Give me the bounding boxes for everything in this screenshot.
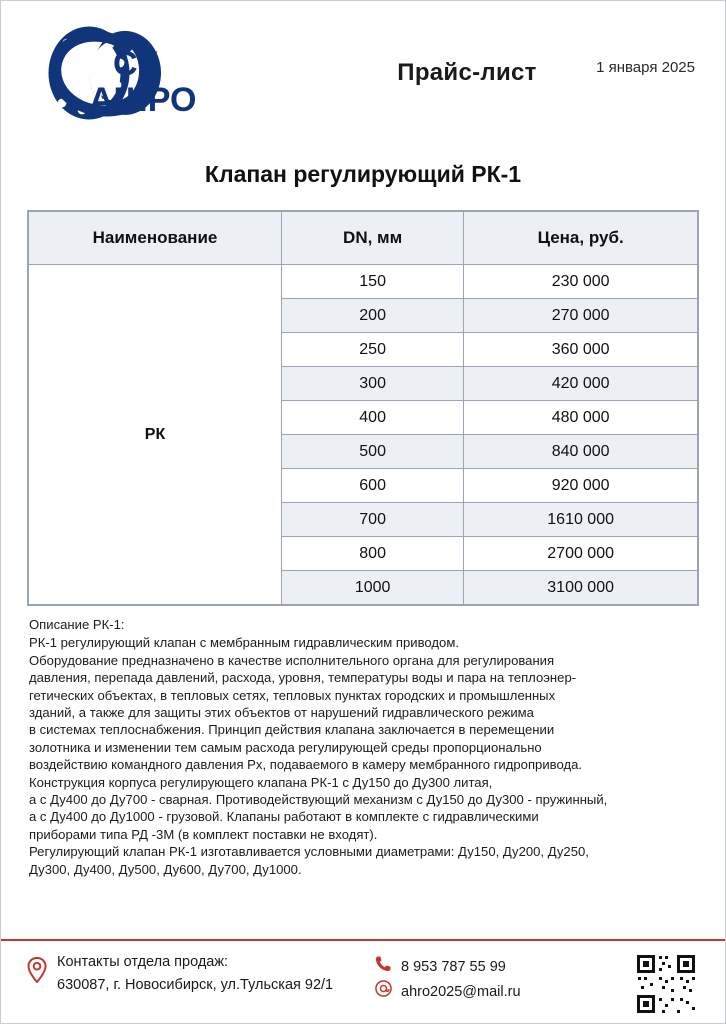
description-line: воздействию командного давления Рх, подаваемого в камеру мембранного гидропривода.	[29, 757, 582, 773]
cell-price: 420 000	[464, 367, 698, 401]
phone-row[interactable]	[375, 955, 635, 980]
cell-price: 3100 000	[464, 571, 698, 605]
location-pin-icon	[27, 957, 47, 988]
cell-dn: 500	[282, 435, 464, 469]
qr-code-icon	[635, 953, 697, 1015]
description-line: Регулирующий клапан РК-1 изготавливается условными диаметрами: Ду150, Ду200, Ду250,	[29, 844, 589, 860]
phone-number: 8 953 787 55 99	[401, 959, 506, 975]
description-line: РК-1 регулирующий клапан с мембранным гидравлическим приводом.	[29, 635, 459, 651]
document-title: Прайс-лист	[397, 59, 537, 86]
price-table-wrapper	[27, 210, 699, 606]
table-row	[29, 265, 698, 299]
address-lines	[57, 951, 333, 997]
contacts-label: Контакты отдела продаж:	[57, 954, 229, 970]
column-header-name: Наименование	[29, 212, 282, 265]
product-title: Клапан регулирующий РК-1	[204, 161, 522, 187]
cell-price: 360 000	[464, 333, 698, 367]
cell-price: 1610 000	[464, 503, 698, 537]
document-header	[1, 1, 725, 119]
company-logo	[27, 23, 237, 123]
table-header-row	[29, 212, 698, 265]
phone-icon	[375, 955, 392, 980]
cell-dn: 150	[282, 265, 464, 299]
email-address: ahro2025@mail.ru	[401, 984, 521, 1000]
svg-text:АШРО: АШРО	[89, 81, 197, 119]
description-line: Оборудование предназначено в качестве исполнительного органа для регулирования	[29, 652, 555, 668]
description-line: давления, перепада давлений, расхода, уровня, температуры воды и пара на теплоэнер-	[29, 670, 577, 686]
email-row[interactable]	[375, 980, 635, 1005]
description-line: золотника и изменении тем самым расхода регулирующей среды пропорционально	[29, 739, 542, 755]
footer-address-block	[27, 951, 375, 997]
svg-text:СК: СК	[113, 45, 159, 83]
description-line: приборами типа РД -3М (в комплект поставки не входят).	[29, 826, 378, 842]
cell-price: 480 000	[464, 401, 698, 435]
cell-dn: 200	[282, 299, 464, 333]
description-line: а с Ду400 до Ду1000 - грузовой. Клапаны работают в комплекте с гидравлическими	[29, 809, 539, 825]
cell-price: 270 000	[464, 299, 698, 333]
cell-dn: 700	[282, 503, 464, 537]
description-line: а с Ду400 до Ду700 - сварная. Противодействующий механизм с Ду150 до Ду300 - пружинный,	[29, 792, 608, 808]
product-name-cell: РК	[29, 265, 282, 605]
cell-dn: 600	[282, 469, 464, 503]
cell-dn: 800	[282, 537, 464, 571]
email-icon	[375, 980, 392, 1005]
title-block	[237, 23, 697, 87]
document-footer	[1, 939, 725, 1023]
column-header-price: Цена, руб.	[464, 212, 698, 265]
cell-price: 2700 000	[464, 537, 698, 571]
description-block	[29, 616, 699, 878]
document-date: 1 января 2025	[596, 59, 695, 76]
price-table	[28, 211, 698, 605]
company-address: 630087, г. Новосибирск, ул.Тульская 92/1	[57, 977, 334, 993]
column-header-dn: DN, мм	[282, 212, 464, 265]
description-line: гетических объектах, в тепловых сетях, тепловых пунктах городских и промышленных	[29, 687, 556, 703]
cell-dn: 400	[282, 401, 464, 435]
cell-price: 230 000	[464, 265, 698, 299]
description-line: зданий, а также для защиты этих объектов от нарушений гидравлического режима	[29, 705, 534, 721]
cell-dn: 300	[282, 367, 464, 401]
cell-price: 840 000	[464, 435, 698, 469]
cell-dn: 250	[282, 333, 464, 367]
description-line: Ду300, Ду400, Ду500, Ду600, Ду700, Ду1000.	[29, 861, 302, 877]
cell-dn: 1000	[282, 571, 464, 605]
description-line: в системах теплоснабжения. Принцип действия клапана заключается в перемещении	[29, 722, 555, 738]
cell-price: 920 000	[464, 469, 698, 503]
description-line: Конструкция корпуса регулирующего клапана РК-1 с Ду150 до Ду300 литая,	[29, 774, 493, 790]
footer-contact-block	[375, 951, 635, 1005]
price-table-body	[29, 265, 698, 605]
description-heading: Описание РК-1:	[29, 617, 125, 632]
